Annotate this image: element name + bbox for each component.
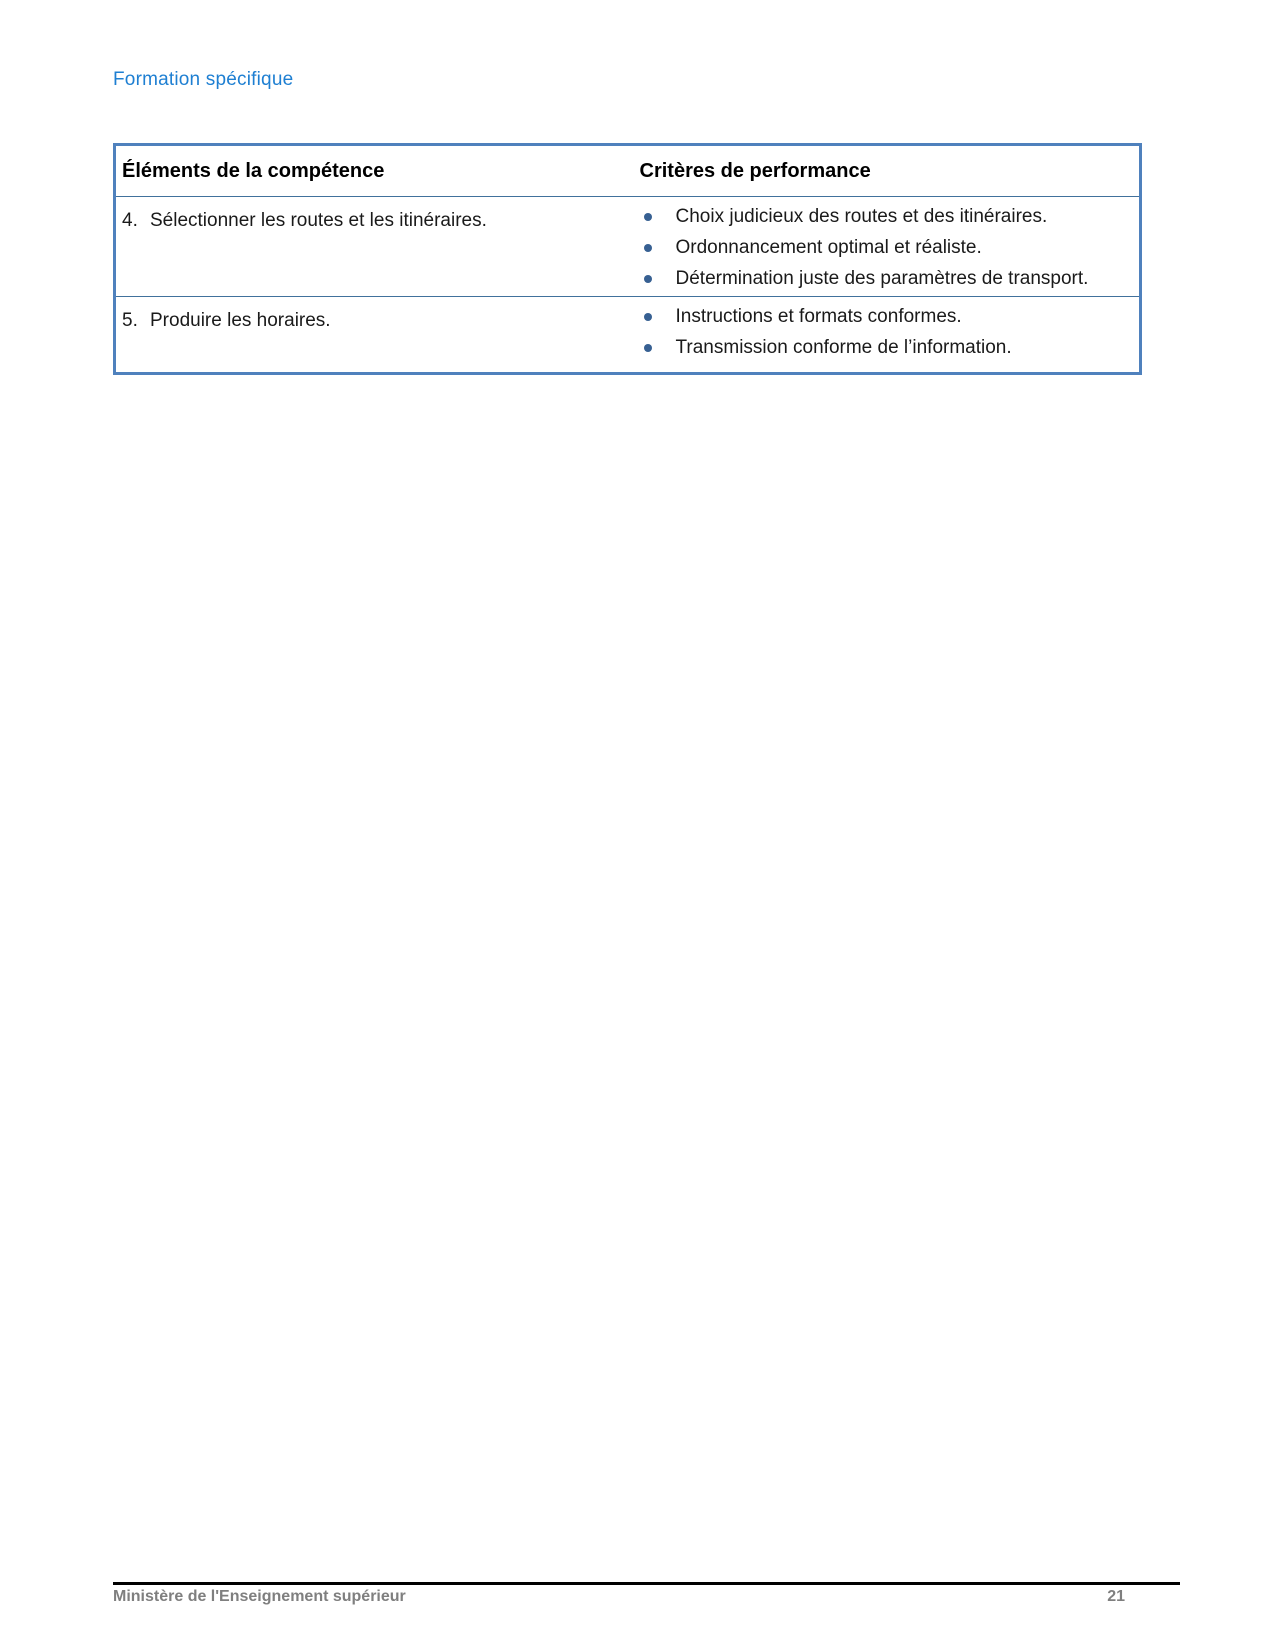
column-header-elements: Éléments de la compétence: [115, 145, 609, 197]
competence-table: [113, 143, 1142, 375]
footer-ministry-label: Ministère de l'Enseignement supérieur: [113, 1588, 406, 1605]
table-row: [115, 197, 1141, 297]
element-cell: [116, 297, 609, 336]
table-header-row: [115, 145, 1141, 197]
table-row: [115, 297, 1141, 374]
bullet-icon: [644, 344, 652, 352]
criteria-text: Instructions et formats conformes.: [675, 306, 962, 327]
criteria-item: [644, 232, 1140, 263]
footer-page-number: 21: [1107, 1588, 1125, 1605]
criteria-item: [644, 301, 1140, 332]
criteria-item: [644, 201, 1140, 232]
criteria-text: Détermination juste des paramètres de transport.: [675, 268, 1089, 289]
criteria-list: [644, 201, 1140, 294]
criteria-text: Transmission conforme de l’information.: [675, 337, 1012, 358]
bullet-icon: [644, 275, 652, 283]
criteria-text: Ordonnancement optimal et réaliste.: [675, 237, 982, 258]
bullet-icon: [644, 313, 652, 321]
criteria-item: [644, 263, 1140, 294]
column-header-criteria: Critères de performance: [609, 145, 1141, 197]
footer-divider: [113, 1582, 1180, 1585]
bullet-icon: [644, 244, 652, 252]
bullet-icon: [644, 213, 652, 221]
element-cell: [116, 197, 609, 236]
element-text: Sélectionner les routes et les itinéraires.: [150, 210, 487, 231]
element-number: 4.: [122, 210, 138, 231]
element-number: 5.: [122, 310, 138, 331]
section-heading: Formation spécifique: [113, 69, 294, 90]
criteria-list: [644, 301, 1140, 363]
criteria-text: Choix judicieux des routes et des itinéraires.: [675, 206, 1048, 227]
element-text: Produire les horaires.: [150, 310, 331, 331]
criteria-item: [644, 332, 1140, 363]
